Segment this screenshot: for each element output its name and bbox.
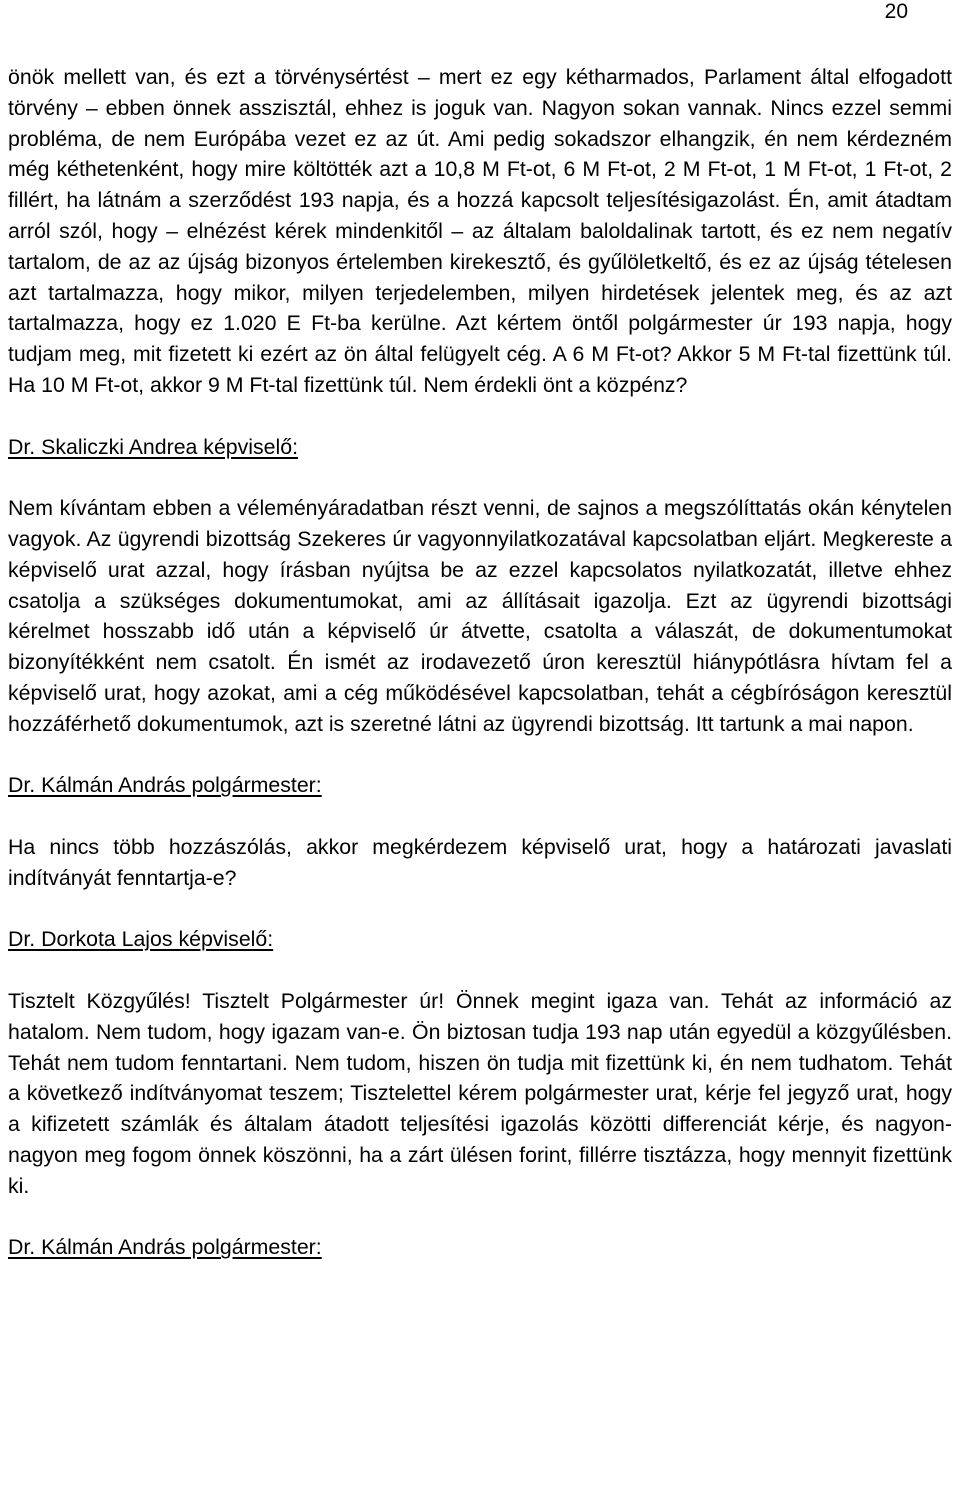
speaker-heading-skaliczki: Dr. Skaliczki Andrea képviselő: <box>8 434 299 459</box>
paragraph-dorkota-remarks: önök mellett van, és ezt a törvénysértést – mert ez egy kétharmados, Parlament által elfogadott törvény – ebben önnek asszisztál, ehhez is joguk van. Nagyon sokan vannak. Nincs ezzel semmi probléma, de nem Európába vezet ez az út. Ami pedig sokadszor elhangzik, én nem kérdezném még kéthetenként, hogy mire költötték azt a 10,8 M Ft-ot, 6 M Ft-ot, 2 M Ft-ot, 1 M Ft-ot, 1 Ft-ot, 2 fillért, ha látnám a szerződést 193 napja, és a hozzá kapcsolt teljesítésigazolást. Én, amit átadtam arról szól, hogy – elnézést kérek mindenkitől – az általam baloldalinak tartott, és ez nem negatív tartalom, de az az újság bizonyos értelemben kirekesztő, és gyűlöletkeltő, és ez az újság tételesen azt tartalmazza, hogy mikor, milyen terjedelemben, milyen hirdetések jelentek meg, és az azt tartalmazza, hogy ez 1.020 E Ft-ba kerülne. Azt kértem öntől polgármester úr 193 napja, hogy tudjam meg, mit fizetett ki ezért az ön által felügyelt cég. A 6 M Ft-ot? Akkor 5 M Ft-tal fizettünk túl. Ha 10 M Ft-ot, akkor 9 M Ft-tal fizettünk túl. Nem érdekli önt a közpénz? <box>8 65 952 397</box>
paragraph-kalman-question: Ha nincs több hozzászólás, akkor megkérdezem képviselő urat, hogy a határozati javaslati indítványát fenntartja-e? <box>8 834 952 890</box>
speaker-heading-kalman: Dr. Kálmán András polgármester: <box>8 773 322 798</box>
paragraph-skaliczki-remarks: Nem kívántam ebben a véleményáradatban részt venni, de sajnos a megszólíttatás okán kénytelen vagyok. Az ügyrendi bizottság Szekeres úr vagyonnyilatkozatával kapcsolatban eljárt. Megkereste a képviselő urat azzal, hogy írásban nyújtsa be az ezzel kapcsolatos nyilatkozatát, illetve ehhez csatolja a szükséges dokumentumokat, ami az állításait igazolja. Ezt az ügyrendi bizottsági kérelmet hosszabb idő után a képviselő úr átvette, csatolta a válaszát, de dokumentumokat bizonyítékként nem csatolt. Én ismét az irodavezető úron keresztül hiánypótlásra hívtam fel a képviselő urat, hogy azokat, ami a cég működésével kapcsolatban, tehát a cégbíróságon keresztül hozzáférhető dokumentumok, azt is szeretné látni az ügyrendi bizottság. Itt tartunk a mai napon. <box>8 496 952 736</box>
page-number: 20 <box>884 0 908 23</box>
paragraph-dorkota-motion: Tisztelt Közgyűlés! Tisztelt Polgármester úr! Önnek megint igaza van. Tehát az információ az hatalom. Nem tudom, hogy igazam van-e. Ön biztosan tudja 193 nap után egyedül a közgyűlésben. Tehát nem tudom fenntartani. Nem tudom, hiszen ön tudja mit fizettünk ki, én nem tudhatom. Tehát a következő indítványomat teszem; Tisztelettel kérem polgármester urat, kérje fel jegyző urat, hogy a kifizetett számlák és általam átadott teljesítési igazolás közötti differenciát kérje, és nagyon-nagyon meg fogom önnek köszönni, ha a zárt ülésen forint, fillérre tisztázza, hogy mennyit fizettünk ki. <box>8 988 952 1198</box>
document-body <box>8 62 952 1263</box>
speaker-heading-dorkota: Dr. Dorkota Lajos képviselő: <box>8 927 274 952</box>
speaker-heading-kalman-2: Dr. Kálmán András polgármester: <box>8 1235 322 1260</box>
